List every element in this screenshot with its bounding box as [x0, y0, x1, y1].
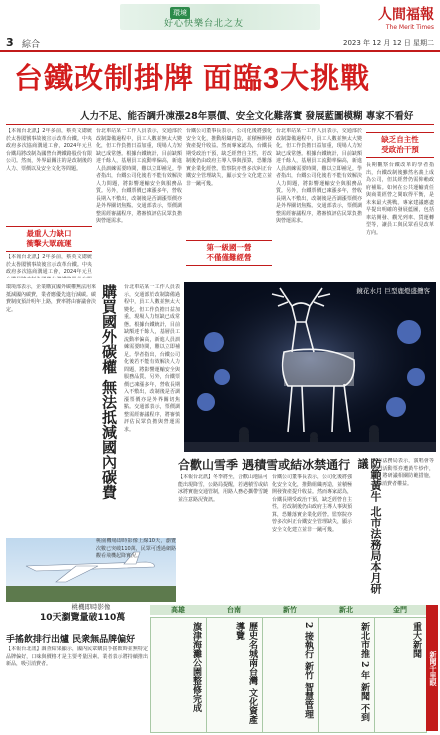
- subtitle-autonomy-line2: 受政治干預: [381, 145, 419, 154]
- region-kaohsiung: 高雄: [171, 606, 185, 614]
- newspaper-english-name: The Merit Times: [385, 24, 434, 31]
- plane-caption: 桃機即時影像: [71, 603, 111, 611]
- plane-headline: 10天瀏覽量破110萬: [40, 613, 126, 623]
- drink-article-text: 【本報台北訊】調查結果顯示，國內民眾購買手搖飲時並無特定品牌偏好，口味與價格才是主要考量因素。業者表示將持續推出新品，吸引消費者。: [6, 646, 148, 667]
- drink-headline: 手搖飲排行出爐 民衆無品牌偏好: [6, 635, 136, 645]
- main-headline: [14, 56, 434, 102]
- subtitle-state-owned-line2: 不僅僅難經營: [206, 253, 252, 262]
- region-panel-kaohsiung: [150, 617, 207, 733]
- scalper-vertical-headline: 防範黃牛 北市法務局本月研議: [356, 458, 382, 594]
- article-column-1b: 【本報台北訊】2年多前，蔡英文總統於太魯閣號事故後宣示改革台鐵。中央政府多次協商溝通工會，2024年元旦: [6, 254, 92, 275]
- banner-tag: 環境: [170, 7, 190, 19]
- page-number: 3: [6, 36, 14, 49]
- subtitle-state-owned: [186, 240, 272, 266]
- subheadline: 人力不足、能否調升凍漲28年票價、安全文化難落實 發展藍圖模糊 專家不看好: [80, 111, 414, 122]
- top-band: [0, 0, 440, 34]
- region-kinmen: 金門: [393, 606, 407, 614]
- carbon-article-text: 環境部表示，企業購買國外碳權無法用來抵減國內碳費，業者應優先進行減碳。碳費制度預計明年上路，費率將由審議會決定。: [6, 284, 96, 313]
- subtitle-state-owned-line1: 第一級國一營: [206, 243, 252, 252]
- masthead: [378, 4, 434, 31]
- article-column-4: 台北車站某一工作人員表示，交通部於改制籌備過程中，員工人數並無太大變化，但工作負擔日益加重，現場人力短缺已成常態。根據台鐵統計，目前缺額達千餘人，基層員工流動率偏高，新進人員訓練需要時間，難以立即補足。學者指出，台鐵公司化後若不能有效解決人力問題，將影響運輸安全與服務品質。另外，台鐵票價已凍漲多年，營收長期入不敷出，改制後是否調漲票價亦是外界關切焦點。交通部表示，票價調整需經審議程序，將審慎評估民眾負擔與營運需求。: [276, 128, 362, 224]
- carbon-vertical-headline: 購買國外碳權 無法抵減國內碳費: [100, 284, 118, 500]
- deer-lantern-illustration: [184, 282, 436, 452]
- snow-article-text-2: 台鐵公司董事長表示，公司化後將強化安全文化，推動組織再造，並積極開發資產提升收益。然而專家認為，台鐵長期受政治干預，缺乏經營自主性，若改制後仍由政府主導人事與預算，恐難落實企業化經營。監察院亦曾多次糾正台鐵安全管理缺失，顯示安全文化建立並非一蹴可幾。: [272, 474, 352, 533]
- headline-text: 台鐵改制掛牌 面臨3大挑戰: [14, 63, 371, 95]
- subtitle-manpower-line2: 衝擊大眾疏運: [26, 239, 72, 248]
- environment-banner: [120, 4, 320, 30]
- carbon-article-text-2: 台北車站某一工作人員表示，交通部於改制籌備過程中，員工人數並無太大變化，但工作負擔日益加重，現場人力短缺已成常態。根據台鐵統計，目前缺額達千餘人，基層員工流動率偏高，新進人員訓練需要時間，難以立即補足。學者指出，台鐵公司化後若不能有效解決人力問題，將影響運輸安全與服務品質。另外，台鐵票價已凍漲多年，營收長期入不敷出，改制後是否調漲票價亦是外界關切焦點。交通部表示，票價調整需經審議程序，將審慎評估民眾負擔與營運需求。: [124, 284, 180, 433]
- region-headline-kinmen: 重大新聞: [411, 622, 421, 658]
- plane-article-text: 桃園機場即時影像上線10天，瀏覽次數已突破110萬，民眾可透過網路觀看飛機起降實況。: [96, 538, 176, 559]
- article-column-5: 長期觀察台鐵改革的學者指出，台鐵改制後雖然名義上成為公司，但其經營仍需仰賴政府補貼。如何在公共運輸責任與商業經營之間取得平衡，是未來最大挑戰。專家建議應盡早提出明確的發展藍圖，包括車站開發、觀光列車、貨運轉型等，讓員工與民眾看見改革方向。: [366, 162, 434, 236]
- region-new-taipei: 新北: [339, 606, 353, 614]
- section-name: 綜合: [22, 40, 41, 50]
- scalper-article-text: 北市法務局表示，演唱會等熱門活動票券遭黃牛炒作，本月將研議相關防範措施，保障消費者權益。: [372, 458, 434, 487]
- lead-paragraph: 【本報台北訊】2年多前，蔡英文總統於太魯閣號事故後宣示改革台鐵。中央政府多次協商溝通工會，2024年元旦台鐵局將改制為國營台灣鐵路股份有限公司。然而，外界最關注的是改制後的人力、票價以及安全文化等問題。: [6, 128, 92, 172]
- newspaper-name: 人間福報: [378, 7, 434, 23]
- region-panel-hsinchu: [262, 617, 319, 733]
- banner-slogan: 好心快樂台北之友: [164, 19, 245, 29]
- issue-date: 2023 年 12 月 12 日 星期二: [343, 39, 434, 47]
- news-thousand-mile-eye-bar: 新聞千里眼: [426, 605, 438, 731]
- region-headline-tainan: 歷史名城南台灣 文化資產導覽: [234, 622, 257, 725]
- subtitle-autonomy-line1: 缺乏自主性: [381, 135, 419, 144]
- region-panel-kinmen: [374, 617, 427, 733]
- region-panel-tainan: [206, 617, 263, 733]
- subtitle-autonomy: [366, 132, 434, 158]
- article-column-3: 台鐵公司董事長表示，公司化後將強化安全文化，推動組織再造，並積極開發資產提升收益。然而專家認為，台鐵長期受政治干預，缺乏經營自主性，若改制後仍由政府主導人事與預算，恐難落實企業化經營。監察院亦曾多次糾正台鐵安全管理缺失，顯示安全文化建立並非一蹴可幾。: [186, 128, 272, 187]
- subtitle-manpower: [6, 226, 92, 252]
- region-panel-new-taipei: [318, 617, 375, 733]
- headline-divider: [6, 124, 434, 125]
- region-headline-kaohsiung: 旗津海灘公園整修完成: [191, 622, 201, 712]
- region-headline-new-taipei: 新北市推 2 年 新聞 不到: [359, 622, 369, 722]
- deer-lantern-photo: [184, 282, 436, 452]
- region-tainan: 台南: [227, 606, 241, 614]
- photo-caption: 鏡花水月 巨型鹿燈盛攬客: [356, 287, 430, 295]
- snow-headline: 合歡山雪季 遇積雪或結冰禁通行: [178, 458, 351, 472]
- region-headline-hsinchu: 2 接執行 新竹 智慧管理: [303, 622, 313, 719]
- snow-article-text: 【本報台北訊】冬季將至，合歡山地區可能出現降雪，公路局提醒，若遇積雪或結冰將實施交通管制，用路人務必攜帶雪鏈並注意路況資訊。: [178, 474, 268, 503]
- subtitle-manpower-line1: 最重人力缺口: [26, 229, 72, 238]
- section-header: [0, 36, 440, 52]
- region-hsinchu: 新竹: [283, 606, 297, 614]
- article-column-2: 台北車站某一工作人員表示，交通部於改制籌備過程中，員工人數並無太大變化，但工作負擔日益加重，現場人力短缺已成常態。根據台鐵統計，目前缺額達千餘人，基層員工流動率偏高，新進人員訓練需要時間，難以立即補足。學者指出，台鐵公司化後若不能有效解決人力問題，將影響運輸安全與服務品質。另外，台鐵票價已凍漲多年，營收長期入不敷出，改制後是否調漲票價亦是外界關切焦點。交通部表示，票價調整需經審議程序，將審慎評估民眾負擔與營運需求。: [96, 128, 182, 224]
